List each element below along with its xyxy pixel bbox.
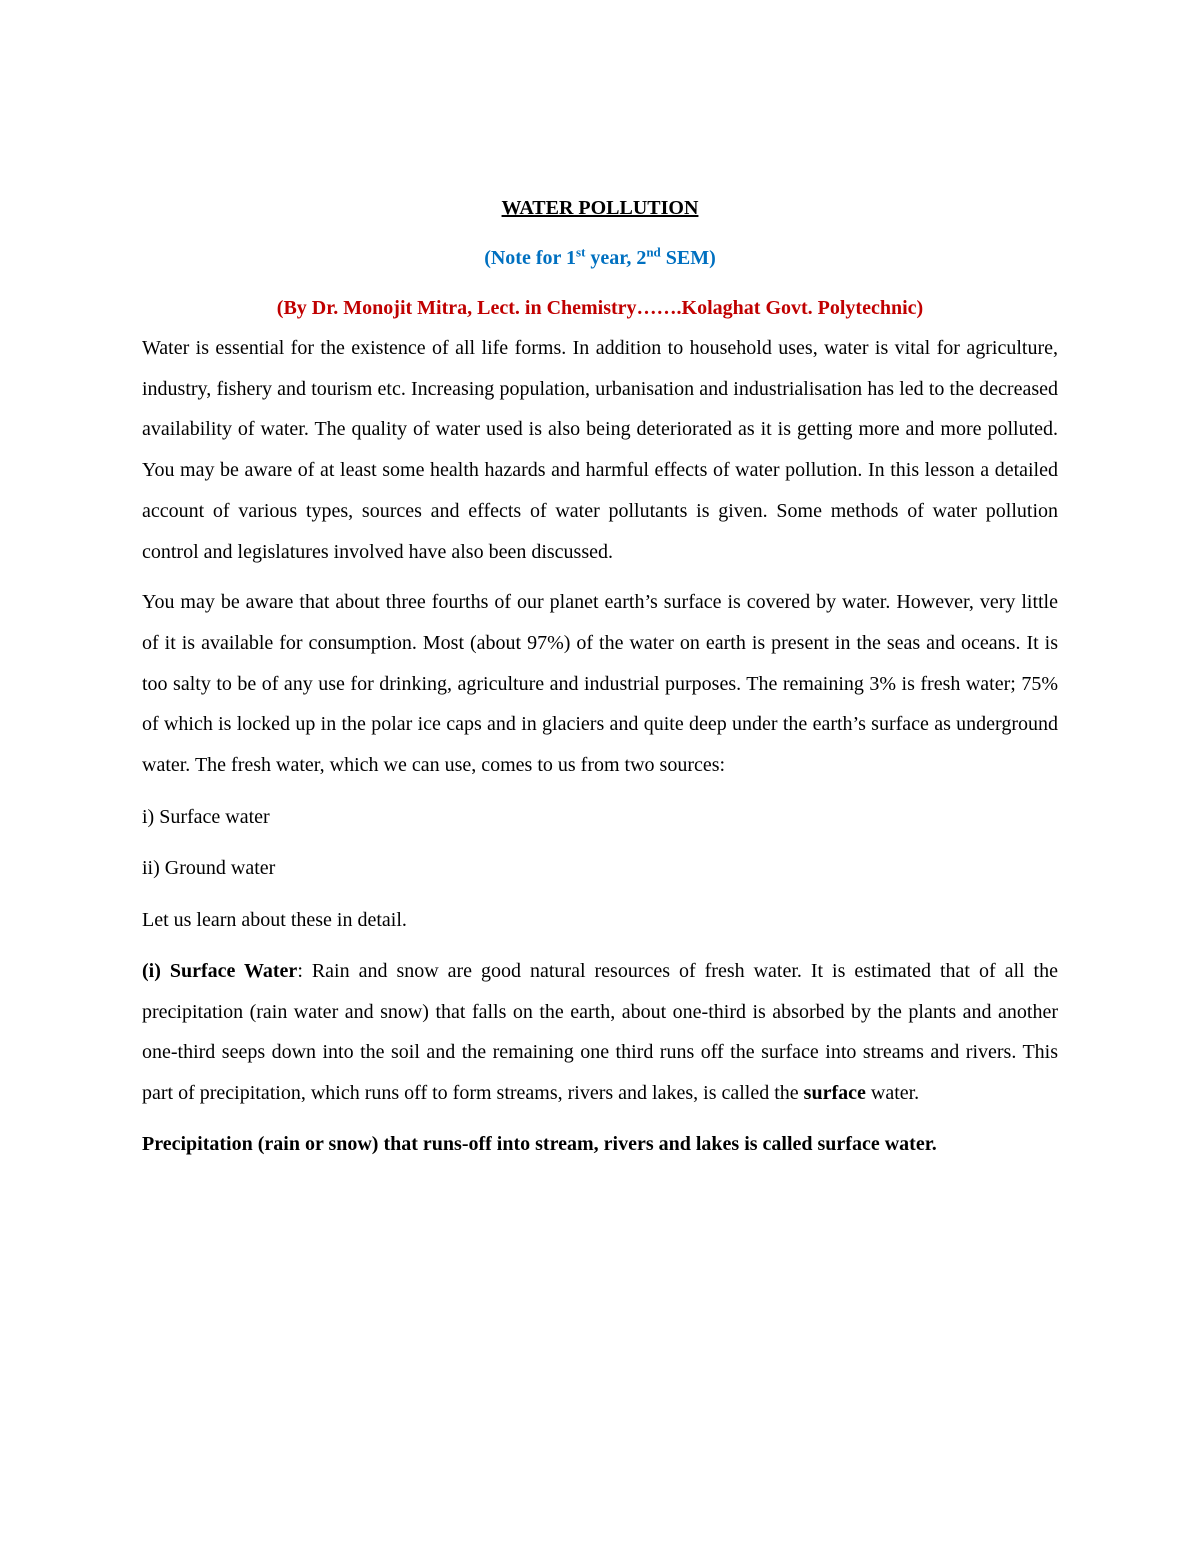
subtitle-middle: year, 2 xyxy=(585,247,647,269)
document-author: (By Dr. Monojit Mitra, Lect. in Chemistry…….Kolaghat Govt. Polytechnic) xyxy=(276,297,924,319)
paragraph-water-distribution: You may be aware that about three fourths of our planet earth’s surface is covered by water. However, very little of it is available for consumption. Most (about 97%) of the water on earth is present in the seas and oceans. It is too salty to be of any use for drinking, agriculture and industrial purposes. The remaining 3% is fresh water; 75% of which is locked up in the polar ice caps and in glaciers and quite deep under the earth’s surface as underground water. The fresh water, which we can use, comes to us from two sources: xyxy=(142,591,1058,777)
document-subtitle xyxy=(142,240,1058,276)
subtitle-sup-nd: nd xyxy=(646,244,661,260)
subtitle-prefix: (Note for 1 xyxy=(484,247,577,269)
definition-callout: Precipitation (rain or snow) that runs-off into stream, rivers and lakes is called surface water. xyxy=(142,1132,937,1155)
surface-water-emphasis: surface xyxy=(803,1081,866,1104)
document-title: WATER POLLUTION xyxy=(501,197,699,219)
list-item-ground-water: ii) Ground water xyxy=(142,857,276,880)
document-page xyxy=(142,190,1058,1164)
paragraph-intro: Water is essential for the existence of all life forms. In addition to household uses, water is vital for agriculture, industry, fishery and tourism etc. Increasing population, urbanisation and industrialisation has led to the decreased availability of water. The quality of water used is also being deteriorated as it is getting more and more polluted. You may be aware of at least some health hazards and harmful effects of water pollution. In this lesson a detailed account of various types, sources and effects of water pollutants is given. Some methods of water pollution control and legislatures involved have also been discussed. xyxy=(142,337,1058,563)
paragraph-surface-water xyxy=(142,951,1058,1114)
subtitle-suffix: SEM) xyxy=(660,247,716,269)
surface-water-text-b: water. xyxy=(865,1081,920,1104)
list-item-surface-water: i) Surface water xyxy=(142,805,270,828)
surface-water-heading: (i) Surface Water xyxy=(142,959,298,982)
surface-water-text-a: : Rain and snow are good natural resources of fresh water. It is estimated that of all the precipitation (rain water and snow) that falls on the earth, about one-third is absorbed by the plants and another one-third seeps down into the soil and the remaining one third runs off the surface into streams and rivers. This part of precipitation, which runs off to form streams, rivers and lakes, is called the xyxy=(142,959,1058,1104)
subtitle-sup-st: st xyxy=(576,244,586,260)
lead-in-text: Let us learn about these in detail. xyxy=(142,909,407,932)
